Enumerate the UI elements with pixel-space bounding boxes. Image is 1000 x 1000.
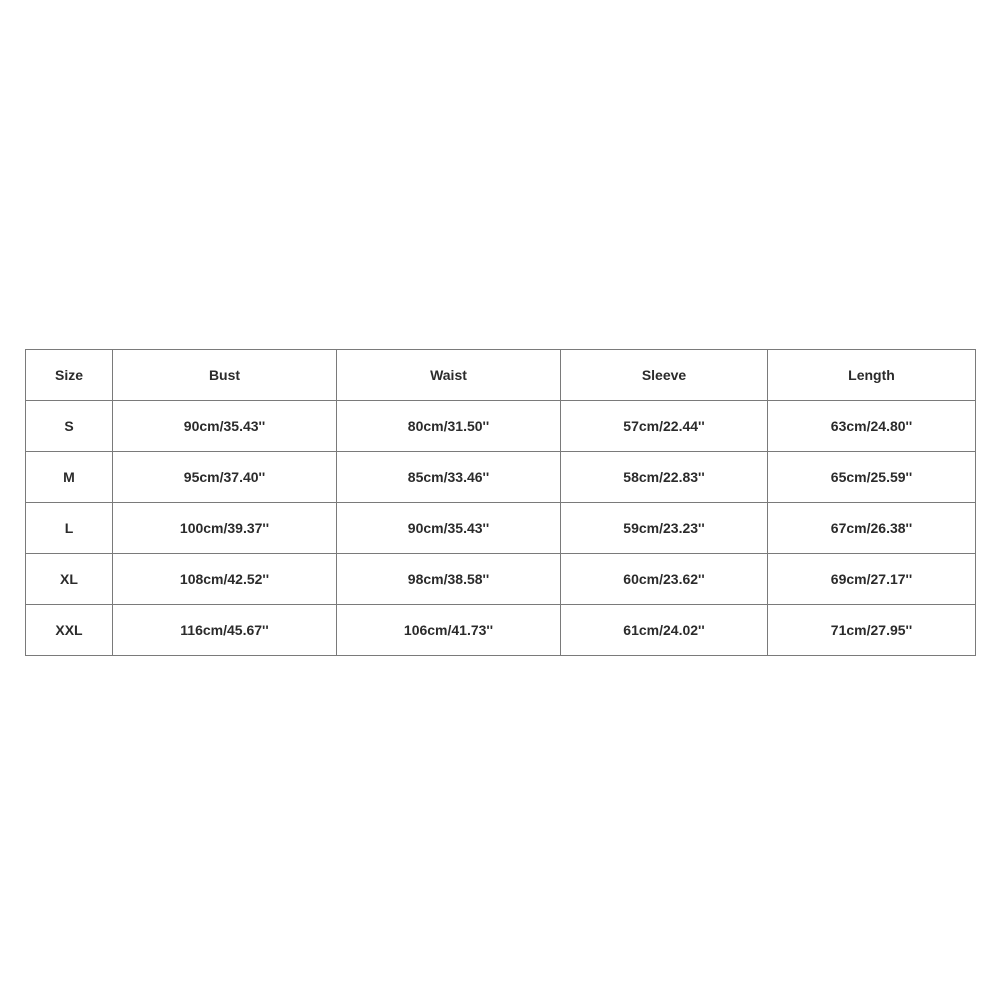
cell-bust: 116cm/45.67'' [113,605,337,656]
header-length: Length [768,350,976,401]
cell-sleeve: 58cm/22.83'' [561,452,768,503]
cell-bust: 100cm/39.37'' [113,503,337,554]
cell-bust: 95cm/37.40'' [113,452,337,503]
header-bust: Bust [113,350,337,401]
cell-size: XXL [26,605,113,656]
cell-sleeve: 61cm/24.02'' [561,605,768,656]
cell-bust: 108cm/42.52'' [113,554,337,605]
cell-sleeve: 57cm/22.44'' [561,401,768,452]
table-header-row [26,350,976,401]
table-row [26,503,976,554]
cell-waist: 85cm/33.46'' [337,452,561,503]
cell-waist: 90cm/35.43'' [337,503,561,554]
table-row [26,401,976,452]
cell-size: L [26,503,113,554]
table-row [26,605,976,656]
size-chart-table [25,349,976,656]
cell-length: 65cm/25.59'' [768,452,976,503]
table-row [26,452,976,503]
cell-waist: 106cm/41.73'' [337,605,561,656]
header-size: Size [26,350,113,401]
cell-length: 67cm/26.38'' [768,503,976,554]
cell-size: M [26,452,113,503]
cell-size: S [26,401,113,452]
table-row [26,554,976,605]
cell-sleeve: 60cm/23.62'' [561,554,768,605]
cell-size: XL [26,554,113,605]
cell-waist: 98cm/38.58'' [337,554,561,605]
header-waist: Waist [337,350,561,401]
header-sleeve: Sleeve [561,350,768,401]
cell-sleeve: 59cm/23.23'' [561,503,768,554]
cell-bust: 90cm/35.43'' [113,401,337,452]
cell-waist: 80cm/31.50'' [337,401,561,452]
cell-length: 69cm/27.17'' [768,554,976,605]
cell-length: 63cm/24.80'' [768,401,976,452]
cell-length: 71cm/27.95'' [768,605,976,656]
